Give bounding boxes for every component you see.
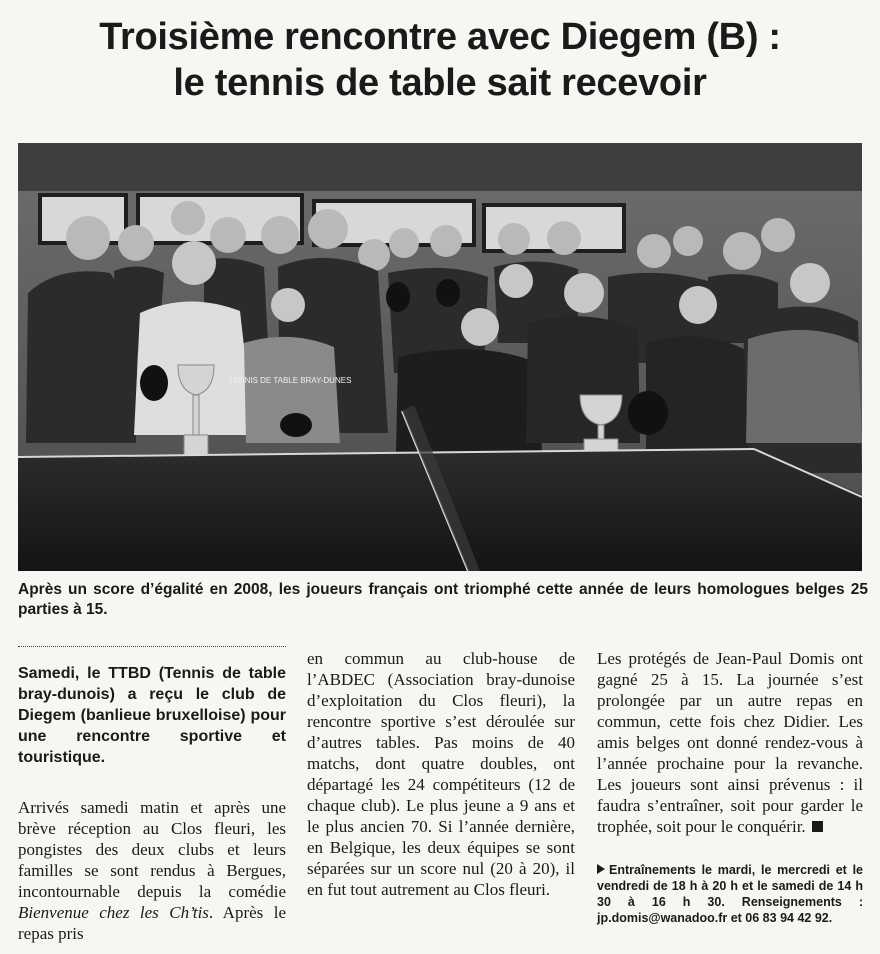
article-lead: Samedi, le TTBD (Tennis de table bray-dunois) a reçu le club de Diegem (banlieue bruxelloise) pour une rencontre sportive et touristique. — [18, 665, 286, 766]
film-title: Bienvenue chez les Ch’tis — [18, 903, 209, 922]
photo-caption: Après un score d’égalité en 2008, les joueurs français ont triomphé cette année de leurs homologues belges 25 parties à 15. — [18, 581, 868, 618]
shirt-print: TENNIS DE TABLE BRAY-DUNES — [228, 376, 352, 385]
group-photo — [18, 143, 862, 571]
lead-divider — [18, 646, 286, 647]
column-3-text: Les protégés de Jean-Paul Domis ont gagné 25 à 15. La journée s’est prolongée par un autre repas en commun, cette fois chez Didier. Les amis belges ont donné rendez-vous à l’année prochaine pour la revanche. Les joueurs sont ainsi prévenus : il faudra s’entraîner, soit pour garder le trophée, soit pour le conquérir. — [597, 649, 863, 836]
info-box — [597, 862, 863, 926]
group-photo-icon — [18, 143, 862, 571]
column-1-tail: . Après le repas pris — [18, 903, 287, 943]
arrow-right-icon — [597, 864, 605, 874]
column-1-text: Arrivés samedi matin et après une brève réception au Clos fleuri, les pongistes des deux clubs et leurs familles se sont rendus à Bergues, incontournable depuis la comédie — [18, 798, 286, 901]
headline-line-1: Troisième rencontre avec Diegem (B) : — [99, 16, 781, 58]
column-2-text: en commun au club-house de l’ABDEC (Association bray-dunoise d’exploitation du Clos fleuri), la rencontre sportive s’est déroulée sur d’autres tables. Pas moins de 40 matchs, dont quatre doubles, ont départagé les 24 compétiteurs (12 de chaque club). Le plus jeune a 9 ans et le plus ancien 70. Si l’année dernière, en Belgique, les deux équipes se sont séparées sur un score nul (20 à 20), il en fut tout autrement au Clos fleuri. — [307, 649, 575, 899]
article-column-2 — [307, 648, 575, 900]
article-headline — [0, 14, 880, 106]
end-of-article-icon — [812, 821, 823, 832]
headline-line-2: le tennis de table sait recevoir — [173, 62, 707, 104]
article-column-3 — [597, 648, 863, 837]
info-text: Entraînements le mardi, le mercredi et le vendredi de 18 h à 20 h et le samedi de 14 h 30 à 16 h 30. Renseignements : jp.domis@wanadoo.fr et 06 83 94 42 92. — [597, 863, 863, 925]
article-column-1 — [18, 797, 286, 944]
